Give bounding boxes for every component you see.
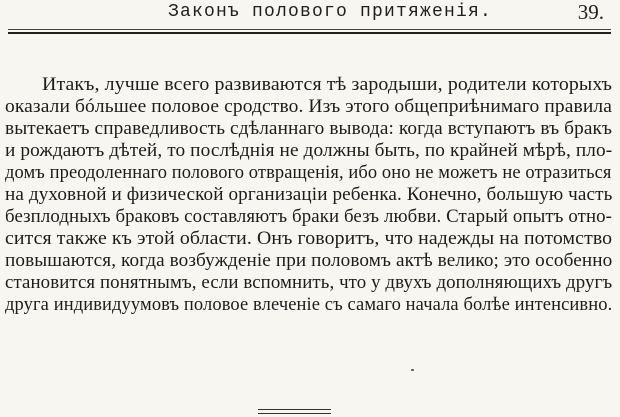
running-title: Законъ полового притяженія.	[168, 2, 493, 22]
page-number: 39.	[577, 0, 604, 24]
paragraph-line: оказали бóльшее половое сродство. Изъ этого общеприѣнимаго правила	[5, 97, 612, 117]
paragraph-line: и рождаютъ дѣтей, то послѣднія не должны быть, по крайней мѣрѣ, пло-	[5, 141, 613, 161]
print-speck	[411, 369, 414, 371]
paragraph-line: повышаются, когда возбужденіе при половомъ актѣ велико; это особенно	[5, 251, 613, 271]
paragraph-line: безплодныхъ браковъ составляютъ браки безъ любви. Старый опытъ отно-	[5, 207, 613, 227]
paragraph-line: друга индивидуумовъ половое влеченіе съ самаго начала болѣе интенсивно.	[5, 295, 613, 315]
paragraph-line: Итакъ, лучше всего развиваются тѣ зародыши, родители которыхъ	[42, 75, 613, 95]
paragraph-line: вытекаетъ справедливость сдѣланнаго вывода: когда вступаютъ въ бракъ	[5, 119, 613, 139]
paragraph-line: на духовной и физической организаціи ребенка. Конечно, большую часть	[5, 185, 613, 205]
footer-rule	[258, 409, 331, 414]
paragraph-line: домъ преодоленнаго полового отвращенія, ибо оно не можетъ не отразиться	[5, 163, 612, 183]
header-double-rule	[8, 29, 611, 34]
paragraph-line: сится также къ этой области. Онъ говоритъ, что надежды на потомство	[5, 229, 613, 249]
paragraph-line: становится понятнымъ, если вспомнить, что у двухъ дополняющихъ другъ	[5, 273, 613, 293]
